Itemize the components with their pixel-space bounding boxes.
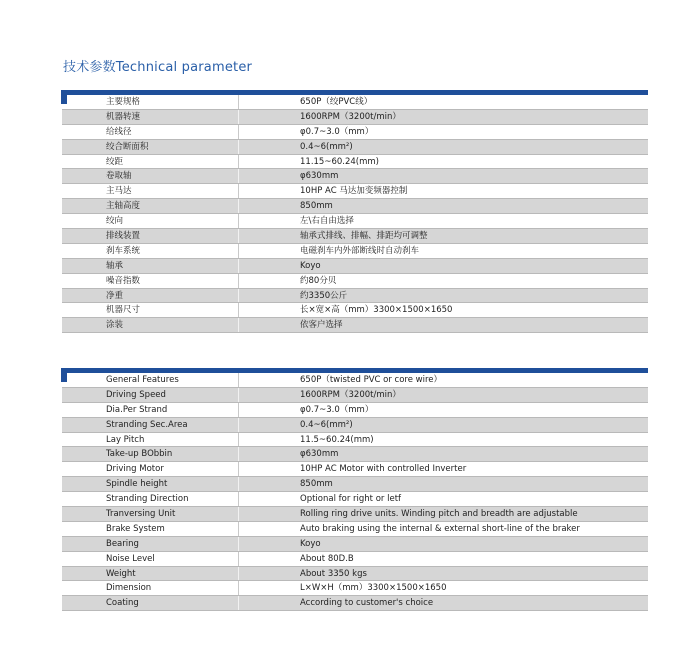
spec-label: 轴承: [62, 259, 239, 273]
table-row: [62, 552, 648, 567]
spec-value: Koyo: [300, 260, 321, 271]
spec-label: 给线径: [62, 125, 239, 139]
spec-label: Stranding Direction: [62, 492, 239, 506]
table-row: [62, 214, 648, 229]
chinese-spec-table: [62, 90, 648, 333]
table-row: [62, 596, 648, 611]
table-row: [62, 184, 648, 199]
spec-label: 卷取轴: [62, 169, 239, 183]
spec-label: 刹车系统: [62, 244, 239, 258]
spec-label: Weight: [62, 567, 239, 581]
spec-value: 650P（twisted PVC or core wire）: [300, 375, 443, 385]
spec-label: Stranding Sec.Area: [62, 418, 239, 432]
table-row: [62, 373, 648, 388]
table-row: [62, 418, 648, 433]
spec-label: Tranversing Unit: [62, 507, 239, 521]
table-row: [62, 462, 648, 477]
table-header-bar-cap: [61, 368, 67, 382]
table-row: [62, 581, 648, 596]
table-row: [62, 388, 648, 403]
spec-value: About 3350 kgs: [300, 568, 367, 579]
spec-value: 0.4~6(mm²): [300, 141, 353, 152]
table-row: [62, 169, 648, 184]
spec-value: 10HP AC Motor with controlled Inverter: [300, 464, 467, 475]
spec-label: Noise Level: [62, 552, 239, 566]
spec-value: 电磁刹车内外部断线时自动刹车: [300, 245, 420, 256]
spec-value: 约80分贝: [300, 275, 337, 286]
table-row: [62, 125, 648, 140]
table-row: [62, 95, 648, 110]
english-spec-rows: [62, 373, 648, 611]
spec-value: φ0.7~3.0（mm）: [300, 126, 374, 137]
spec-value: Rolling ring drive units. Winding pitch and breadth are adjustable: [300, 509, 578, 520]
spec-value: 1600RPM（3200t/min）: [300, 111, 401, 122]
page-title: 技术参数Technical parameter: [63, 60, 253, 75]
spec-value: Auto braking using the internal & external short-line of the braker: [300, 523, 580, 534]
table-row: [62, 274, 648, 289]
spec-value: 长×宽×高（mm）3300×1500×1650: [300, 305, 453, 316]
table-row: [62, 403, 648, 418]
spec-value: 11.5~60.24(mm): [300, 434, 374, 445]
table-row: [62, 522, 648, 537]
spec-label: 净重: [62, 289, 239, 303]
spec-label: 噪音指数: [62, 274, 239, 288]
table-row: [62, 537, 648, 552]
table-row: [62, 199, 648, 214]
table-row: [62, 567, 648, 582]
table-row: [62, 244, 648, 259]
spec-value: 左\右自由选择: [300, 216, 354, 227]
spec-label: 绞向: [62, 214, 239, 228]
spec-value: According to customer's choice: [300, 598, 434, 609]
table-row: [62, 259, 648, 274]
table-row: [62, 289, 648, 304]
spec-value: 650P（绞PVC线）: [300, 97, 373, 107]
spec-label: 绞合断面积: [62, 140, 239, 154]
spec-label: 机器转速: [62, 110, 239, 124]
spec-value: 10HP AC 马达加变频器控制: [300, 186, 408, 197]
table-row: [62, 110, 648, 125]
spec-label: Dia.Per Strand: [62, 403, 239, 417]
spec-label: 机器尺寸: [62, 303, 239, 317]
spec-value: Optional for right or letf: [300, 494, 402, 505]
table-row: [62, 477, 648, 492]
spec-label: 主轴高度: [62, 199, 239, 213]
spec-label: Lay Pitch: [62, 433, 239, 447]
table-header-bar-cap: [61, 90, 67, 104]
table-row: [62, 303, 648, 318]
spec-value: 约3350公斤: [300, 290, 348, 301]
spec-value: About 80D.B: [300, 553, 354, 564]
spec-label: 涂装: [62, 318, 239, 332]
spec-value: 11.15~60.24(mm): [300, 156, 379, 167]
spec-label: Coating: [62, 596, 239, 610]
spec-value: 850mm: [300, 479, 333, 490]
table-row: [62, 140, 648, 155]
spec-value: 依客户选择: [300, 320, 343, 331]
spec-label: Dimension: [62, 581, 239, 595]
spec-value: L×W×H（mm）3300×1500×1650: [300, 583, 447, 594]
spec-label: Bearing: [62, 537, 239, 551]
spec-label: Take-up BObbin: [62, 447, 239, 461]
table-row: [62, 318, 648, 333]
spec-label: Driving Speed: [62, 388, 239, 402]
spec-label: Spindle height: [62, 477, 239, 491]
table-header-bar: [62, 90, 648, 95]
spec-value: φ630mm: [300, 449, 339, 460]
spec-value: 0.4~6(mm²): [300, 419, 353, 430]
chinese-spec-rows: [62, 95, 648, 333]
table-row: [62, 492, 648, 507]
spec-label: 主要规格: [62, 95, 239, 109]
spec-label: Driving Motor: [62, 462, 239, 476]
spec-value: 850mm: [300, 201, 333, 212]
spec-label: 排线装置: [62, 229, 239, 243]
spec-label: 主马达: [62, 184, 239, 198]
spec-value: φ630mm: [300, 171, 339, 182]
spec-label: Brake System: [62, 522, 239, 536]
table-row: [62, 433, 648, 448]
table-row: [62, 507, 648, 522]
spec-label: General Features: [62, 373, 239, 387]
table-row: [62, 155, 648, 170]
english-spec-table: [62, 368, 648, 611]
spec-value: Koyo: [300, 538, 321, 549]
table-row: [62, 447, 648, 462]
spec-label: 绞距: [62, 155, 239, 169]
table-row: [62, 229, 648, 244]
spec-value: φ0.7~3.0（mm）: [300, 404, 374, 415]
spec-value: 轴承式排线、排幅、排距均可调整: [300, 231, 428, 242]
spec-value: 1600RPM（3200t/min）: [300, 389, 401, 400]
table-header-bar: [62, 368, 648, 373]
